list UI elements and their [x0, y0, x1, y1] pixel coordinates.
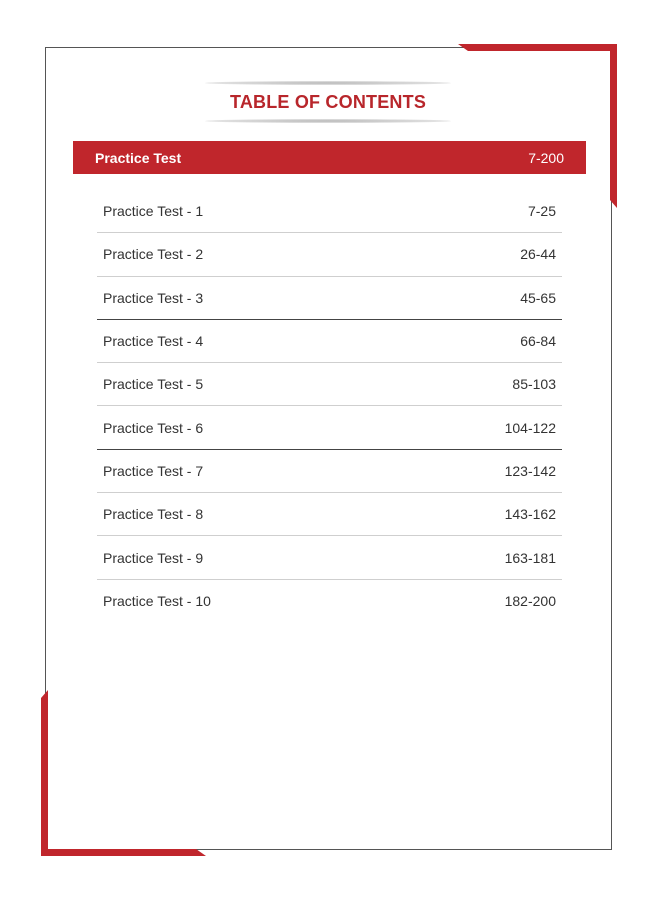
toc-entry-pages: 104-122 [504, 419, 556, 436]
toc-entry-pages: 26-44 [520, 246, 556, 263]
toc-entry[interactable] [97, 277, 562, 320]
toc-entry[interactable] [97, 190, 562, 233]
title-block [205, 80, 451, 124]
toc-entry-pages: 143-162 [504, 506, 556, 523]
toc-entry[interactable] [97, 536, 562, 579]
corner-accent-bottom [41, 849, 206, 856]
section-header[interactable] [73, 141, 586, 174]
toc-entry-label: Practice Test - 2 [103, 246, 204, 263]
toc-entry[interactable] [97, 320, 562, 363]
toc-entry-label: Practice Test - 8 [103, 506, 204, 523]
toc-entry[interactable] [97, 406, 562, 449]
toc-entry-label: Practice Test - 1 [103, 203, 204, 220]
section-label: Practice Test [95, 149, 182, 166]
corner-accent-right [610, 44, 617, 208]
toc-entry-label: Practice Test - 3 [103, 289, 204, 306]
toc-entry-label: Practice Test - 5 [103, 376, 204, 393]
toc-entry-pages: 85-103 [512, 376, 556, 393]
corner-accent-left [41, 690, 48, 856]
section-pages: 7-200 [528, 149, 564, 166]
toc-entry[interactable] [97, 450, 562, 493]
toc-list [97, 190, 562, 623]
corner-accent-top [458, 44, 617, 51]
toc-entry-label: Practice Test - 6 [103, 419, 204, 436]
toc-entry-pages: 66-84 [520, 333, 556, 350]
toc-entry-label: Practice Test - 7 [103, 462, 204, 479]
toc-entry-pages: 163-181 [504, 549, 556, 566]
toc-entry-label: Practice Test - 9 [103, 549, 204, 566]
title-divider-bottom [205, 119, 451, 123]
toc-entry-label: Practice Test - 10 [103, 593, 211, 610]
toc-entry[interactable] [97, 363, 562, 406]
toc-entry[interactable] [97, 233, 562, 276]
toc-entry[interactable] [97, 580, 562, 623]
page-title: TABLE OF CONTENTS [229, 91, 427, 112]
toc-entry[interactable] [97, 493, 562, 536]
toc-entry-label: Practice Test - 4 [103, 333, 204, 350]
toc-entry-pages: 182-200 [504, 593, 556, 610]
toc-entry-pages: 45-65 [520, 289, 556, 306]
toc-entry-pages: 7-25 [527, 203, 556, 220]
toc-entry-pages: 123-142 [504, 462, 556, 479]
title-divider-top [205, 81, 451, 85]
